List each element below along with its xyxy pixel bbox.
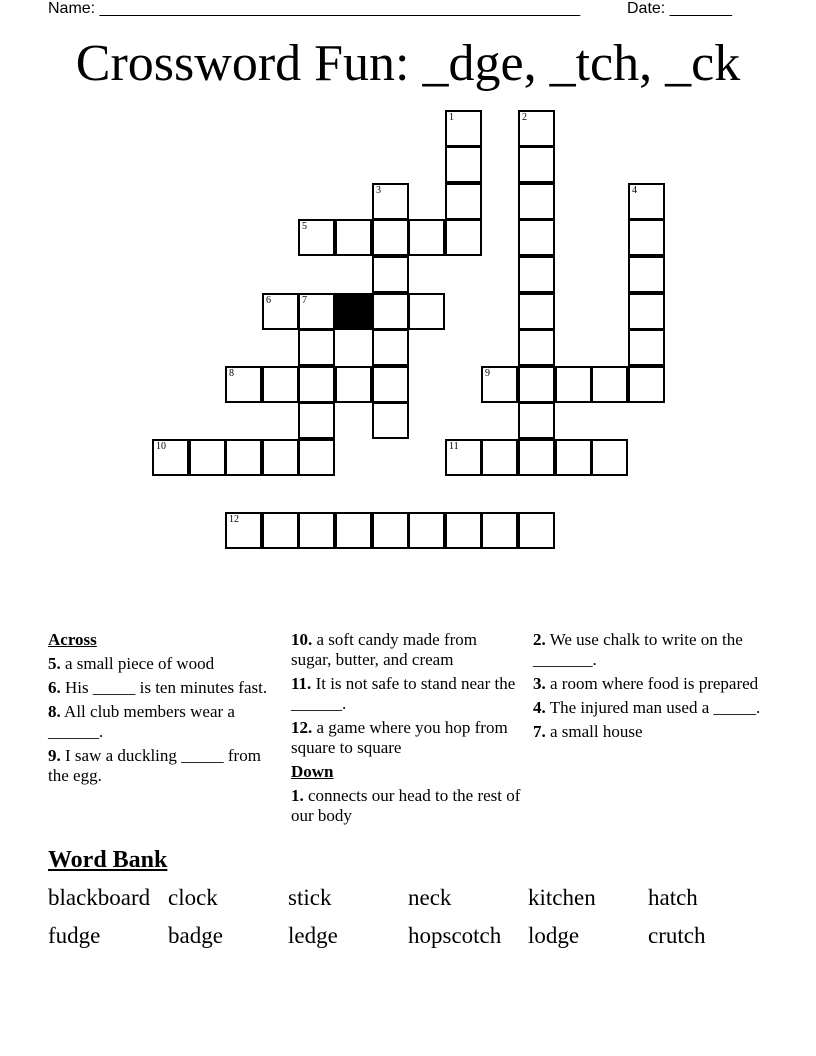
clue-number: 5 <box>302 221 307 232</box>
grid-cell[interactable] <box>189 439 226 476</box>
clue-number-label: 4. <box>533 698 546 717</box>
across-clue-list-continued <box>291 630 521 758</box>
clue <box>48 678 278 698</box>
grid-cell[interactable] <box>481 439 518 476</box>
grid-cell[interactable] <box>628 256 665 293</box>
clue-number-label: 8. <box>48 702 61 721</box>
clue-number: 12 <box>229 514 239 525</box>
clue-number-label: 1. <box>291 786 304 805</box>
clue-text: a room where food is prepared <box>545 674 759 693</box>
clue <box>291 786 521 826</box>
clue-column-3 <box>533 630 763 746</box>
grid-cell[interactable] <box>518 366 555 403</box>
clue-text: a small house <box>545 722 643 741</box>
clue-text: The injured man used a _____. <box>545 698 761 717</box>
clue <box>533 630 763 670</box>
word-bank-word: hatch <box>648 885 698 910</box>
word-bank-title: Word Bank <box>48 847 168 873</box>
clue-number: 7 <box>302 295 307 306</box>
grid-cell[interactable] <box>445 219 482 256</box>
clue-number-label: 12. <box>291 718 313 737</box>
grid-cell[interactable] <box>152 439 189 476</box>
clue-number-label: 7. <box>533 722 546 741</box>
clue-number-label: 6. <box>48 678 61 697</box>
grid-cell[interactable] <box>591 366 628 403</box>
black-cell <box>335 293 372 330</box>
word-bank-word: neck <box>408 885 452 910</box>
clue-text: connects our head to the rest of our body <box>291 786 521 825</box>
clue-number-label: 10. <box>291 630 313 649</box>
clue <box>48 654 278 674</box>
grid-cell[interactable] <box>591 439 628 476</box>
word-bank-word: badge <box>168 923 223 948</box>
grid-cell[interactable] <box>481 366 518 403</box>
grid-cell[interactable] <box>518 219 555 256</box>
word-bank-word: stick <box>288 885 332 910</box>
across-clue-list <box>48 654 278 786</box>
grid-cell[interactable] <box>518 329 555 366</box>
grid-cell[interactable] <box>262 366 299 403</box>
clue-text: All club members wear a ______. <box>48 702 235 741</box>
clue-text: a game where you hop from square to square <box>291 718 508 757</box>
grid-cell[interactable] <box>372 183 409 220</box>
word-bank-word: blackboard <box>48 885 151 910</box>
grid-cell[interactable] <box>298 329 335 366</box>
grid-cell[interactable] <box>262 293 299 330</box>
grid-cell[interactable] <box>628 366 665 403</box>
clue-number: 1 <box>449 112 454 123</box>
grid-cell[interactable] <box>372 256 409 293</box>
grid-cell[interactable] <box>518 110 555 147</box>
grid-cell[interactable] <box>518 439 555 476</box>
grid-cell[interactable] <box>628 219 665 256</box>
grid-cell[interactable] <box>518 146 555 183</box>
grid-cell[interactable] <box>628 329 665 366</box>
grid-cell[interactable] <box>445 439 482 476</box>
grid-cell[interactable] <box>445 110 482 147</box>
clue-text: It is not safe to stand near the ______. <box>291 674 516 713</box>
clue-column-1 <box>48 630 278 790</box>
clue-number: 2 <box>522 112 527 123</box>
grid-cell[interactable] <box>225 439 262 476</box>
clue-number: 3 <box>376 185 381 196</box>
word-bank-word: lodge <box>528 923 580 948</box>
clue <box>533 722 763 742</box>
clue-number: 10 <box>156 441 166 452</box>
clue <box>533 698 763 718</box>
grid-cell[interactable] <box>445 512 482 549</box>
down-heading: Down <box>291 762 334 781</box>
grid-cell[interactable] <box>518 402 555 439</box>
grid-cell[interactable] <box>372 219 409 256</box>
clue-text: a small piece of wood <box>60 654 215 673</box>
grid-cell[interactable] <box>372 366 409 403</box>
clue <box>291 718 521 758</box>
grid-cell[interactable] <box>408 293 445 330</box>
grid-cell[interactable] <box>518 293 555 330</box>
grid-cell[interactable] <box>445 146 482 183</box>
grid-cell[interactable] <box>481 512 518 549</box>
clue-number: 8 <box>229 368 234 379</box>
clue-number: 6 <box>266 295 271 306</box>
page-title: Crossword Fun: _dge, _tch, _ck <box>75 35 741 92</box>
grid-cell[interactable] <box>262 512 299 549</box>
clue-number-label: 11. <box>291 674 312 693</box>
word-bank-word: fudge <box>48 923 101 948</box>
grid-cell[interactable] <box>372 329 409 366</box>
grid-cell[interactable] <box>445 183 482 220</box>
clue-text: I saw a duckling _____ from the egg. <box>48 746 261 785</box>
grid-cell[interactable] <box>518 256 555 293</box>
grid-cell[interactable] <box>298 366 335 403</box>
clue-number-label: 2. <box>533 630 546 649</box>
clue-number: 4 <box>632 185 637 196</box>
clue-column-2 <box>291 630 521 830</box>
word-bank-word: crutch <box>648 923 706 948</box>
grid-cell[interactable] <box>408 219 445 256</box>
clue <box>291 674 521 714</box>
grid-cell[interactable] <box>408 512 445 549</box>
clue-text: We use chalk to write on the _______. <box>533 630 743 669</box>
grid-cell[interactable] <box>372 293 409 330</box>
grid-cell[interactable] <box>518 512 555 549</box>
grid-cell[interactable] <box>225 512 262 549</box>
grid-cell[interactable] <box>335 512 372 549</box>
across-heading: Across <box>48 630 97 649</box>
word-bank-word: ledge <box>288 923 338 948</box>
down-clue-list-continued <box>533 630 763 742</box>
clue-number-label: 3. <box>533 674 546 693</box>
grid-cell[interactable] <box>262 439 299 476</box>
grid-cell[interactable] <box>518 183 555 220</box>
name-line: Name: ______________________________________________________ <box>48 0 581 17</box>
word-bank-word: clock <box>168 885 218 910</box>
date-line: Date: _______ <box>627 0 732 17</box>
grid-cell[interactable] <box>335 219 372 256</box>
word-bank-word: kitchen <box>528 885 596 910</box>
clue-text: a soft candy made from sugar, butter, and cream <box>291 630 477 669</box>
grid-cell[interactable] <box>555 439 592 476</box>
grid-cell[interactable] <box>372 402 409 439</box>
grid-cell[interactable] <box>335 366 372 403</box>
clue <box>48 746 278 786</box>
down-clue-list <box>291 786 521 826</box>
clue-number: 9 <box>485 368 490 379</box>
clue-text: His _____ is ten minutes fast. <box>60 678 268 697</box>
grid-cell[interactable] <box>298 439 335 476</box>
clue-number: 11 <box>449 441 459 452</box>
grid-cell[interactable] <box>555 366 592 403</box>
clue <box>48 702 278 742</box>
grid-cell[interactable] <box>298 219 335 256</box>
grid-cell[interactable] <box>298 512 335 549</box>
grid-cell[interactable] <box>372 512 409 549</box>
word-bank-word: hopscotch <box>408 923 502 948</box>
grid-cell[interactable] <box>628 183 665 220</box>
clue <box>533 674 763 694</box>
grid-cell[interactable] <box>298 402 335 439</box>
grid-cell[interactable] <box>628 293 665 330</box>
grid-cell[interactable] <box>225 366 262 403</box>
grid-cell[interactable] <box>298 293 335 330</box>
clue-number-label: 5. <box>48 654 61 673</box>
clue-number-label: 9. <box>48 746 61 765</box>
clue <box>291 630 521 670</box>
